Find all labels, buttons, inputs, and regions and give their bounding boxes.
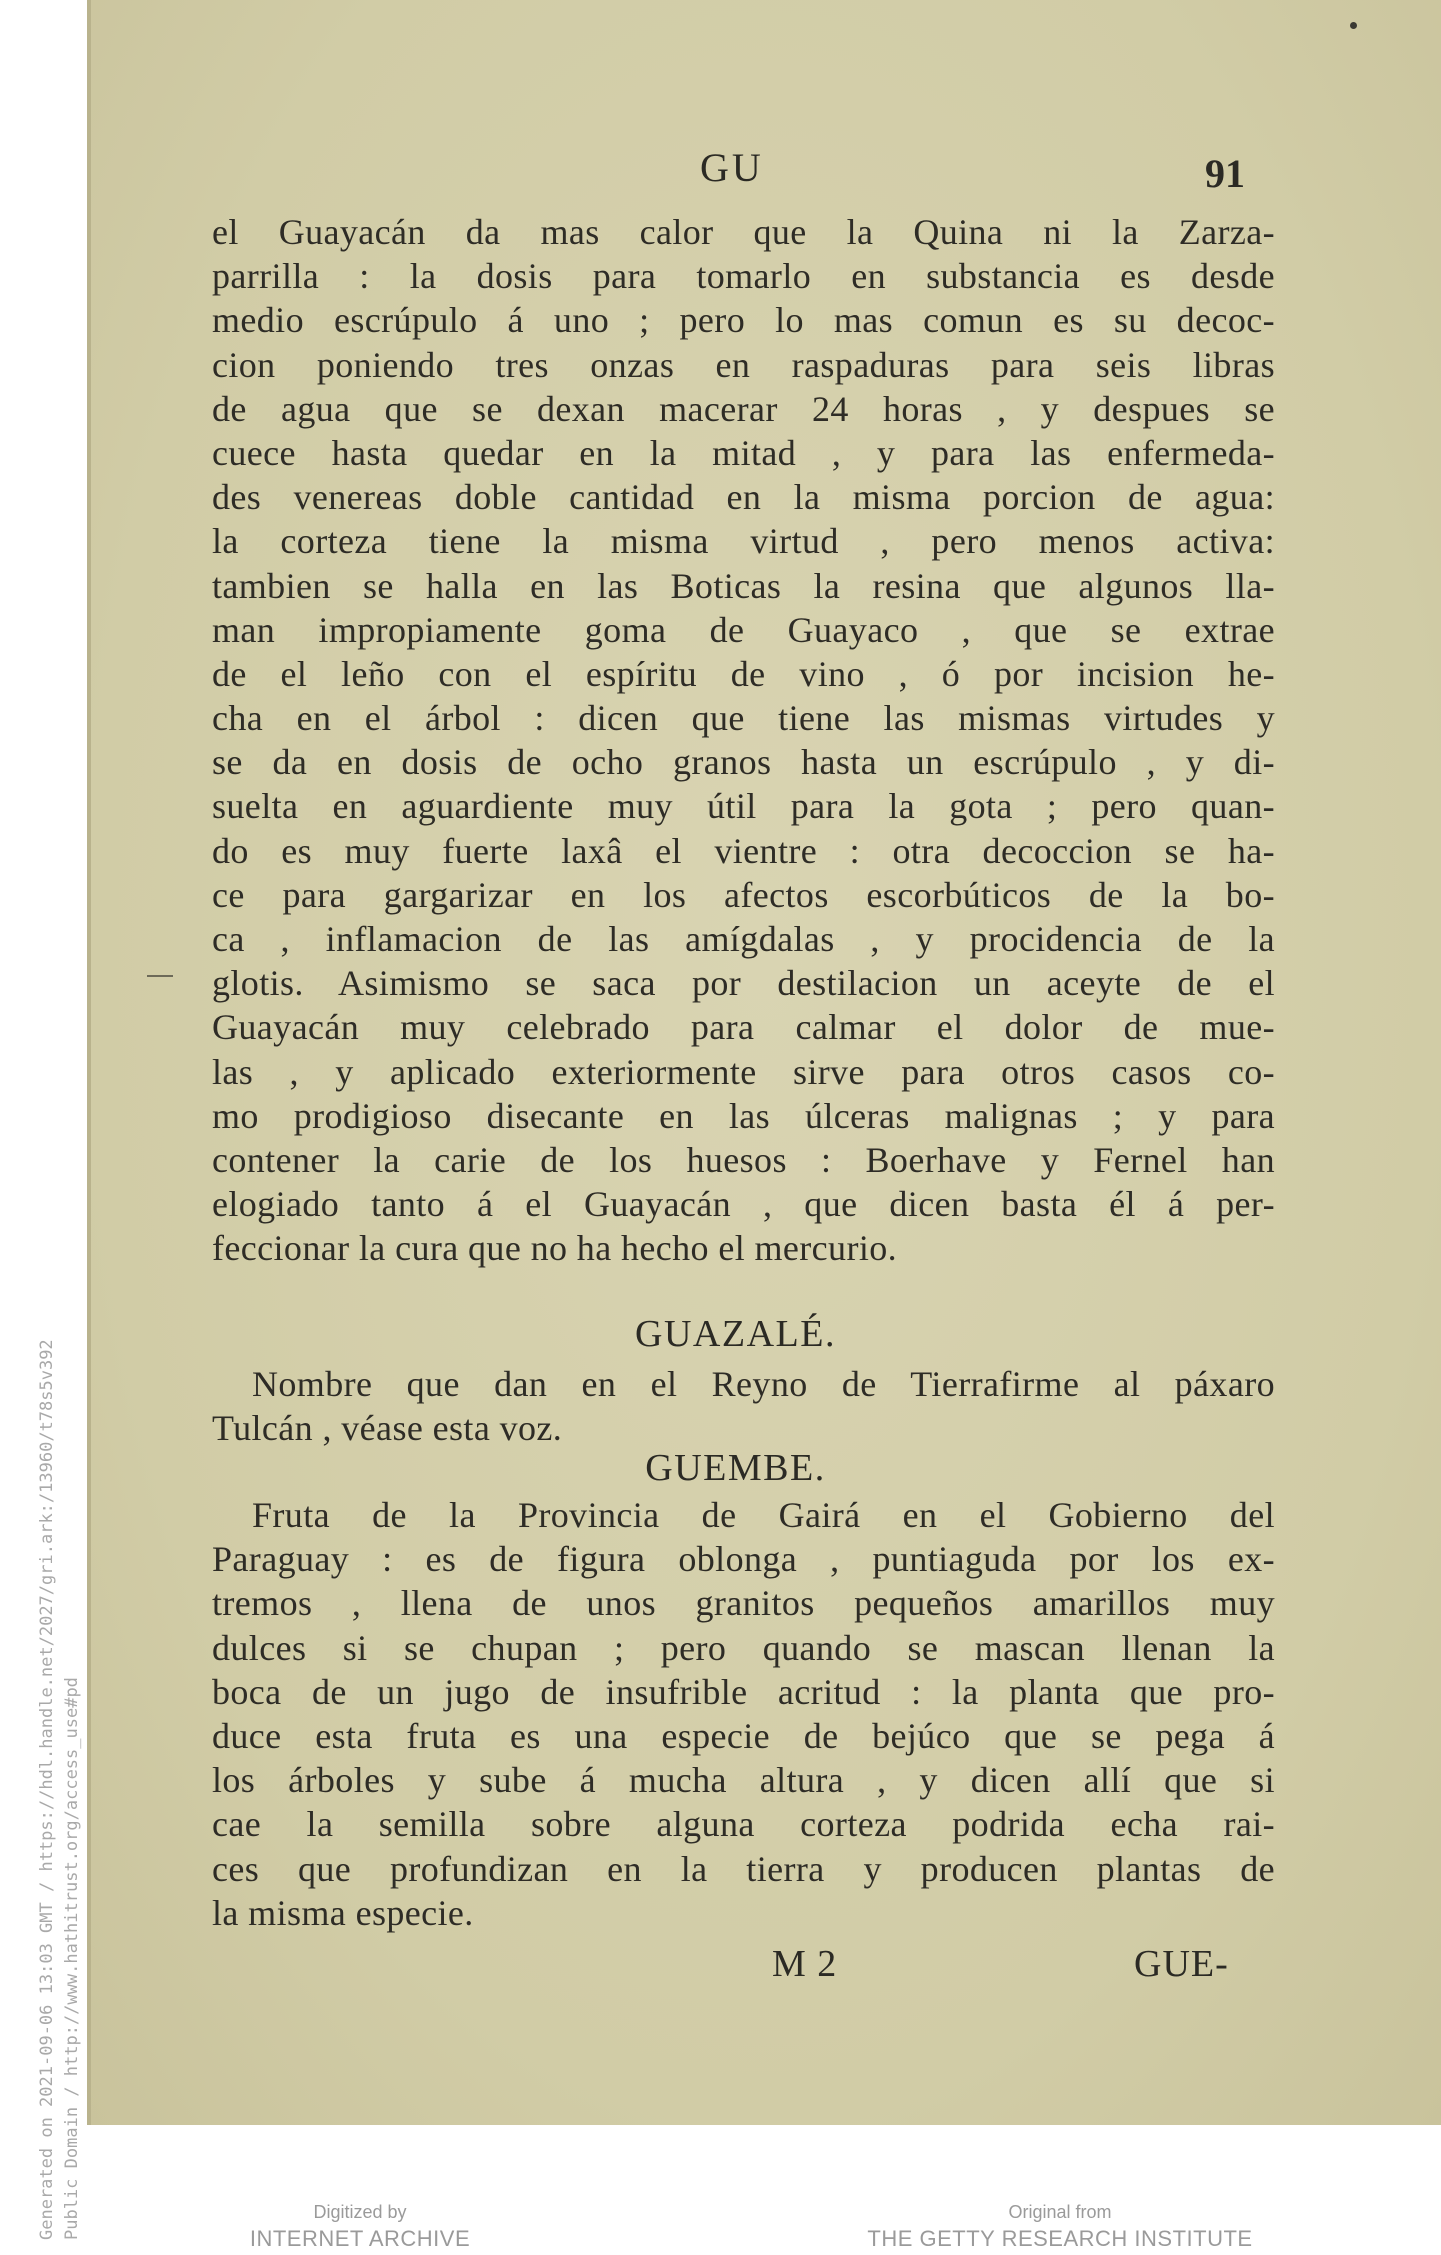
text-line: Nombre que dan en el Reyno de Tierrafirme al páxaro bbox=[252, 1364, 1275, 1404]
watermark-line: Generated on 2021-09-06 13:03 GMT / https://hdl.handle.net/2027/gri.ark:/13960/t78s5v392 bbox=[37, 1339, 57, 2240]
entry-heading-guembe: GUEMBE. bbox=[645, 1447, 826, 1489]
text-line: Fruta de la Provincia de Gairá en el Gobierno del bbox=[252, 1495, 1275, 1535]
generation-watermark bbox=[35, 1339, 85, 2240]
page-number: 91 bbox=[1205, 151, 1245, 196]
paragraph-guayacan bbox=[212, 210, 1275, 1271]
running-head-title: GU bbox=[700, 145, 764, 190]
text-line: tremos , llena de unos granitos pequeños amarillos muy bbox=[212, 1583, 1275, 1624]
text-line: las , y aplicado exteriormente sirve para otros casos co- bbox=[212, 1051, 1275, 1092]
text-line: man impropiamente goma de Guayaco , que se extrae bbox=[212, 609, 1275, 650]
text-line: feccionar la cura que no ha hecho el mercurio. bbox=[212, 1228, 898, 1269]
running-head bbox=[0, 140, 1441, 200]
text-line: el Guayacán da mas calor que la Quina ni la Zarza- bbox=[212, 212, 1275, 252]
page-footer bbox=[0, 1942, 1441, 1992]
text-line: cha en el árbol : dicen que tiene las mismas virtudes y bbox=[212, 698, 1275, 739]
text-line: ce para gargarizar en los afectos escorbúticos de la bo- bbox=[212, 874, 1275, 915]
text-line: la misma especie. bbox=[212, 1892, 474, 1933]
text-line: de agua que se dexan macerar 24 horas , y despues se bbox=[212, 388, 1275, 429]
entry-heading-guazale: GUAZALÉ. bbox=[635, 1313, 836, 1355]
text-line: suelta en aguardiente muy útil para la gota ; pero quan- bbox=[212, 786, 1275, 827]
text-line: do es muy fuerte laxâ el vientre : otra decoccion se ha- bbox=[212, 830, 1275, 871]
paragraph-guembe bbox=[212, 1493, 1275, 1935]
text-line: cae la semilla sobre alguna corteza podrida echa rai- bbox=[212, 1804, 1275, 1845]
digitized-by bbox=[230, 2200, 490, 2254]
page-edge bbox=[87, 0, 91, 2125]
text-line: medio escrúpulo á uno ; pero lo mas comun es su decoc- bbox=[212, 300, 1275, 341]
text-line: Guayacán muy celebrado para calmar el dolor de mue- bbox=[212, 1007, 1275, 1048]
watermark-line: Public Domain / http://www.hathitrust.org/access_use#pd bbox=[62, 1677, 82, 2240]
text-line: los árboles y sube á mucha altura , y dicen allí que si bbox=[212, 1760, 1275, 1801]
text-line: dulces si se chupan ; pero quando se mascan llenan la bbox=[212, 1627, 1275, 1668]
text-line: contener la carie de los huesos : Boerhave y Fernel han bbox=[212, 1139, 1275, 1180]
text-line: la corteza tiene la misma virtud , pero menos activa: bbox=[212, 521, 1275, 562]
original-from bbox=[860, 2200, 1260, 2254]
text-line: glotis. Asimismo se saca por destilacion un aceyte de el bbox=[212, 963, 1275, 1004]
text-line: duce esta fruta es una especie de bejúco que se pega á bbox=[212, 1715, 1275, 1756]
text-line: de el leño con el espíritu de vino , ó por incision he- bbox=[212, 653, 1275, 694]
text-line: parrilla : la dosis para tomarlo en substancia es desde bbox=[212, 256, 1275, 297]
margin-dash bbox=[147, 975, 173, 977]
original-from-label: Original from bbox=[1008, 2202, 1112, 2222]
attribution-footer bbox=[0, 2200, 1441, 2255]
text-line: des venereas doble cantidad en la misma porcion de agua: bbox=[212, 477, 1275, 518]
text-line: mo prodigioso disecante en las úlceras malignas ; y para bbox=[212, 1095, 1275, 1136]
text-line: Tulcán , véase esta voz. bbox=[212, 1408, 563, 1449]
text-line: boca de un jugo de insufrible acritud : la planta que pro- bbox=[212, 1671, 1275, 1712]
text-line: elogiado tanto á el Guayacán , que dicen basta él á per- bbox=[212, 1184, 1275, 1225]
source-institution: THE GETTY RESEARCH INSTITUTE bbox=[867, 2226, 1253, 2251]
digitized-by-label: Digitized by bbox=[313, 2202, 407, 2222]
text-line: tambien se halla en las Boticas la resina que algunos lla- bbox=[212, 565, 1275, 606]
ink-dot bbox=[1350, 22, 1357, 29]
text-line: cuece hasta quedar en la mitad , y para las enfermeda- bbox=[212, 432, 1275, 473]
paragraph-guazale bbox=[212, 1362, 1275, 1450]
text-line: cion poniendo tres onzas en raspaduras para seis libras bbox=[212, 344, 1275, 385]
digitizer-name: INTERNET ARCHIVE bbox=[249, 2226, 471, 2251]
text-line: se da en dosis de ocho granos hasta un escrúpulo , y di- bbox=[212, 742, 1275, 783]
text-line: Paraguay : es de figura oblonga , puntiaguda por los ex- bbox=[212, 1539, 1275, 1580]
text-line: ces que profundizan en la tierra y producen plantas de bbox=[212, 1848, 1275, 1889]
signature-mark: M 2 bbox=[772, 1943, 838, 1985]
text-line: ca , inflamacion de las amígdalas , y procidencia de la bbox=[212, 919, 1275, 959]
catchword: GUE- bbox=[1134, 1943, 1229, 1985]
